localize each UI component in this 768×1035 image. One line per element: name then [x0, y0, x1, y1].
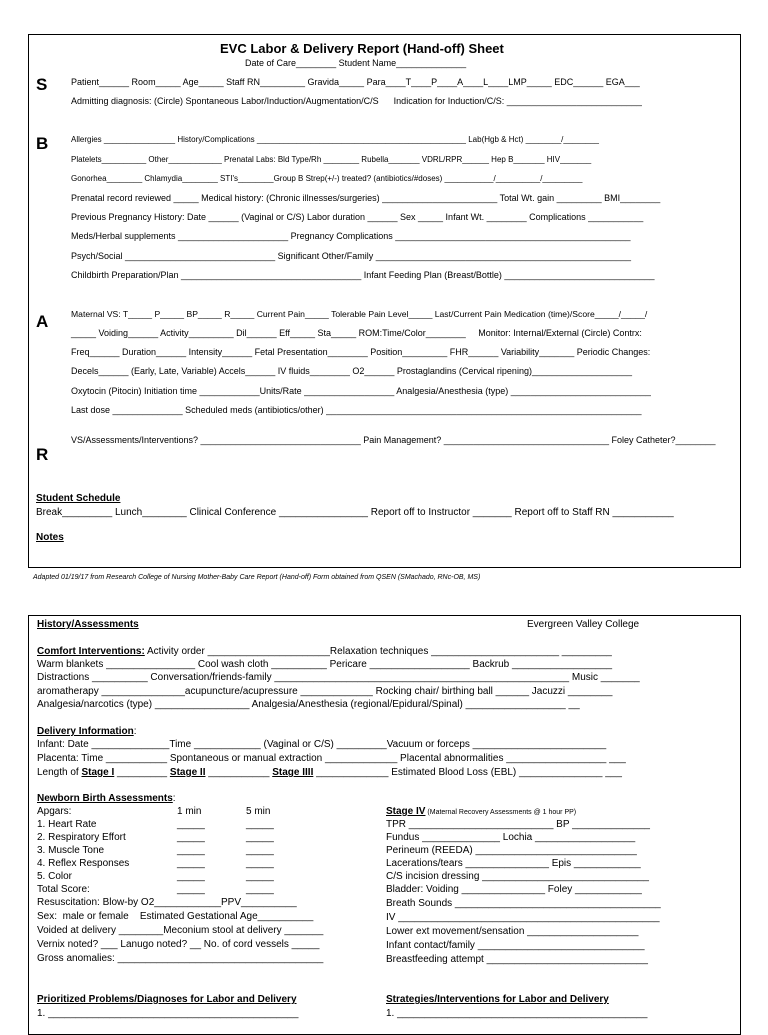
comfort-activity-line[interactable] — [37, 647, 612, 657]
apgars-label: Apgars: — [37, 806, 72, 817]
meds-supplements-line[interactable]: Meds/Herbal supplements ______________________ Pregnancy Complications _______________________________________________ — [71, 231, 631, 241]
stage-iv-item[interactable]: Breath Sounds _____________________________________ — [386, 898, 661, 909]
apgar-item: 3. Muscle Tone — [37, 845, 105, 856]
stage-1-label: Stage I — [81, 767, 115, 778]
stage-iv-item[interactable]: C/S incision dressing ______________________________ — [386, 871, 649, 882]
vernix-lanugo-line[interactable]: Vernix noted? ___ Lanugo noted? __ No. of cord vessels _____ — [37, 939, 320, 950]
newborn-assessments-heading: Newborn Birth Assessments — [37, 793, 173, 804]
prenatal-record-line[interactable]: Prenatal record reviewed _____ Medical history: (Chronic illnesses/surgeries) _______________________ Total Wt. gain _________ BMI________ — [71, 193, 661, 203]
apgar-1min-blank[interactable]: _____ — [177, 884, 205, 895]
problem-line-1[interactable]: 1. _____________________________________________ — [37, 1008, 299, 1019]
form-title: EVC Labor & Delivery Report (Hand-off) Sheet — [220, 41, 504, 56]
stage-iv-item[interactable]: Bladder: Voiding _______________ Foley ____________ — [386, 884, 642, 895]
apgar-5min-blank[interactable]: _____ — [246, 819, 274, 830]
form-footnote: Adapted 01/19/17 from Research College of Nursing Mother-Baby Care Report (Hand-off) Form obtained from QSEN (SMachado, RNc-OB, MS) — [33, 574, 481, 581]
last-dose-line[interactable]: Last dose ______________ Scheduled meds (antibiotics/other) _______________________________________________________________ — [71, 405, 642, 415]
stage-iv-item[interactable]: Fundus ______________ Lochia __________________ — [386, 832, 636, 843]
stage-1-blank[interactable]: _________ — [114, 767, 170, 778]
stage-iv-item[interactable]: Breastfeeding attempt _____________________________ — [386, 954, 648, 965]
strategy-line-1[interactable]: 1. _____________________________________________ — [386, 1008, 648, 1019]
vs-interventions-line[interactable]: VS/Assessments/Interventions? ________________________________ Pain Management? _________________________________ Foley Catheter?________ — [71, 435, 716, 445]
apgar-item: 4. Reflex Responses — [37, 858, 130, 869]
stage-iv-item[interactable]: Lower ext movement/sensation ____________________ — [386, 926, 639, 937]
admitting-diagnosis-line[interactable]: Admitting diagnosis: (Circle) Spontaneous Labor/Induction/Augmentation/C/S Indication for Induction/C/S: ___________________________ — [71, 96, 642, 106]
voiding-rom-line[interactable]: _____ Voiding______ Activity_________ Dil______ Eff_____ Sta_____ ROM:Time/Color________ Monitor: Internal/External (Circle) Contrx: — [71, 328, 642, 338]
prioritized-problems-heading: Prioritized Problems/Diagnoses for Labor and Delivery — [37, 994, 297, 1005]
student-schedule-heading: Student Schedule — [36, 493, 121, 504]
history-assessments-heading: History/Assessments — [37, 619, 139, 630]
handoff-report-form — [28, 34, 741, 568]
oxytocin-line[interactable]: Oxytocin (Pitocin) Initiation time ____________Units/Rate __________________ Analgesia/Anesthesia (type) ____________________________ — [71, 386, 651, 396]
freq-fhr-line[interactable]: Freq______ Duration______ Intensity______ Fetal Presentation________ Position_________ FHR______ Variability_______ Periodic Changes: — [71, 347, 651, 357]
platelets-labs-line[interactable]: Platelets__________ Other____________ Prenatal Labs: Bld Type/Rh ________ Rubella_______ VDRL/RPR______ Hep B_______ HIV_______ — [71, 155, 592, 164]
apgar-1min-blank[interactable]: _____ — [177, 858, 205, 869]
section-s-letter: S — [36, 75, 48, 94]
apgar-5min-blank[interactable]: _____ — [246, 832, 274, 843]
distractions-line[interactable]: Distractions __________ Conversation/friends-family _____________________________________________________ Music _______ — [37, 672, 640, 683]
length-of-label: Length of — [37, 767, 82, 778]
date-student-line[interactable]: Date of Care________ Student Name______________ — [245, 58, 467, 68]
allergies-line[interactable]: Allergies ________________ History/Complications _______________________________________________ Lab(Hgb & Hct) ________/________ — [71, 135, 599, 144]
section-b-letter: B — [36, 134, 49, 153]
stage-iv-item[interactable]: Lacerations/tears _______________ Epis ____________ — [386, 858, 641, 869]
delivery-information-title — [37, 727, 136, 737]
aromatherapy-line[interactable]: aromatherapy _______________acupuncture/acupressure _____________ Rocking chair/ birthing ball ______ Jacuzzi ________ — [37, 686, 613, 697]
resuscitation-line[interactable]: Resuscitation: Blow-by O2____________PPV__________ — [37, 897, 297, 908]
psych-social-line[interactable]: Psych/Social ______________________________ Significant Other/Family ___________________________________________________ — [71, 251, 631, 261]
infections-strep-line[interactable]: Gonorhea________ Chlamydia________ STI's________Group B Strep(+/-) treated? (antibiotics/#doses) ___________/__________/_________ — [71, 174, 583, 183]
apgar-5min-blank[interactable]: _____ — [246, 871, 274, 882]
stage-iv-item[interactable]: Perineum (REEDA) _____________________________ — [386, 845, 637, 856]
placenta-line[interactable]: Placenta: Time ___________ Spontaneous or manual extraction _____________ Placental abnormalities __________________ ___ — [37, 753, 626, 764]
apgar-1min-blank[interactable]: _____ — [177, 845, 205, 856]
apgar-item: 1. Heart Rate — [37, 819, 97, 830]
apgar-1min-blank[interactable]: _____ — [177, 832, 205, 843]
maternal-vs-line[interactable]: Maternal VS: T_____ P_____ BP_____ R_____ Current Pain_____ Tolerable Pain Level_____ Last/Current Pain Medication (time)/Score_____/_____/ — [71, 309, 648, 319]
stage-iv-heading: Stage IV — [386, 806, 426, 817]
comfort-activity-text[interactable]: Activity order ______________________Relaxation techniques _______________________ _________ — [144, 646, 612, 657]
apgar-5min-header: 5 min — [246, 806, 271, 817]
notes-heading: Notes — [36, 532, 64, 543]
apgar-5min-blank[interactable]: _____ — [246, 858, 274, 869]
delivery-heading-colon: : — [133, 726, 137, 737]
previous-pregnancy-line[interactable]: Previous Pregnancy History: Date ______ (Vaginal or C/S) Labor duration ______ Sex _____ Infant Wt. ________ Complications ___________ — [71, 212, 644, 222]
comfort-interventions-heading: Comfort Interventions: — [37, 646, 145, 657]
newborn-assessments-title — [37, 794, 176, 804]
gross-anomalies-line[interactable]: Gross anomalies: _____________________________________ — [37, 953, 324, 964]
analgesia-line[interactable]: Analgesia/narcotics (type) _________________ Analgesia/Anesthesia (regional/Epidural/Spinal) __________________ __ — [37, 699, 580, 710]
schedule-line[interactable]: Break_________ Lunch________ Clinical Conference ________________ Report off to Instructor _______ Report off to Staff RN ___________ — [36, 507, 674, 518]
childbirth-plan-line[interactable]: Childbirth Preparation/Plan ____________________________________ Infant Feeding Plan (Breast/Bottle) ______________________________ — [71, 270, 655, 280]
strategies-heading: Strategies/Interventions for Labor and Delivery — [386, 994, 609, 1005]
college-name: Evergreen Valley College — [527, 619, 640, 630]
section-a-letter: A — [36, 312, 49, 331]
newborn-heading-colon: : — [172, 793, 176, 804]
apgar-5min-blank[interactable]: _____ — [246, 884, 274, 895]
section-r-letter: R — [36, 445, 49, 464]
stage-3-label: Stage IIII — [272, 767, 314, 778]
apgar-1min-blank[interactable]: _____ — [177, 819, 205, 830]
ebl-blank[interactable]: _____________ Estimated Blood Loss (EBL) _______________ ___ — [313, 767, 622, 778]
stage-2-blank[interactable]: ___________ — [205, 767, 273, 778]
voided-meconium-line[interactable]: Voided at delivery ________Meconium stool at delivery _______ — [37, 925, 324, 936]
stage-iv-item[interactable]: IV _______________________________________________ — [386, 912, 660, 923]
infant-delivery-line[interactable]: Infant: Date ______________Time ____________ (Vaginal or C/S) _________Vacuum or forceps ________________________ — [37, 739, 607, 750]
apgar-1min-header: 1 min — [177, 806, 202, 817]
stage-iv-item[interactable]: Infant contact/family ______________________________ — [386, 940, 645, 951]
apgar-5min-blank[interactable]: _____ — [246, 845, 274, 856]
stage-iv-note: (Maternal Recovery Assessments @ 1 hour PP) — [425, 809, 577, 816]
warm-blankets-line[interactable]: Warm blankets ________________ Cool wash cloth __________ Pericare __________________ Backrub __________________ — [37, 659, 613, 670]
apgar-1min-blank[interactable]: _____ — [177, 871, 205, 882]
stage-iv-title — [386, 807, 576, 817]
stage-iv-item[interactable]: TPR __________________________ BP ______________ — [386, 819, 650, 830]
situation-patient-line[interactable]: Patient______ Room_____ Age_____ Staff RN_________ Gravida_____ Para____T____P____A____L____LMP_____ EDC______ EGA___ — [71, 77, 640, 87]
decels-iv-line[interactable]: Decels______ (Early, Late, Variable) Accels______ IV fluids________ O2______ Prostaglandins (Cervical ripening)____________________ — [71, 366, 633, 376]
delivery-information-heading: Delivery Information — [37, 726, 134, 737]
apgar-total-label: Total Score: — [37, 884, 90, 895]
sex-gestational-age-line[interactable]: Sex: male or female Estimated Gestational Age__________ — [37, 911, 314, 922]
apgar-item: 5. Color — [37, 871, 73, 882]
stage-length-line[interactable] — [37, 768, 622, 778]
stage-2-label: Stage II — [169, 767, 206, 778]
apgar-item: 2. Respiratory Effort — [37, 832, 126, 843]
